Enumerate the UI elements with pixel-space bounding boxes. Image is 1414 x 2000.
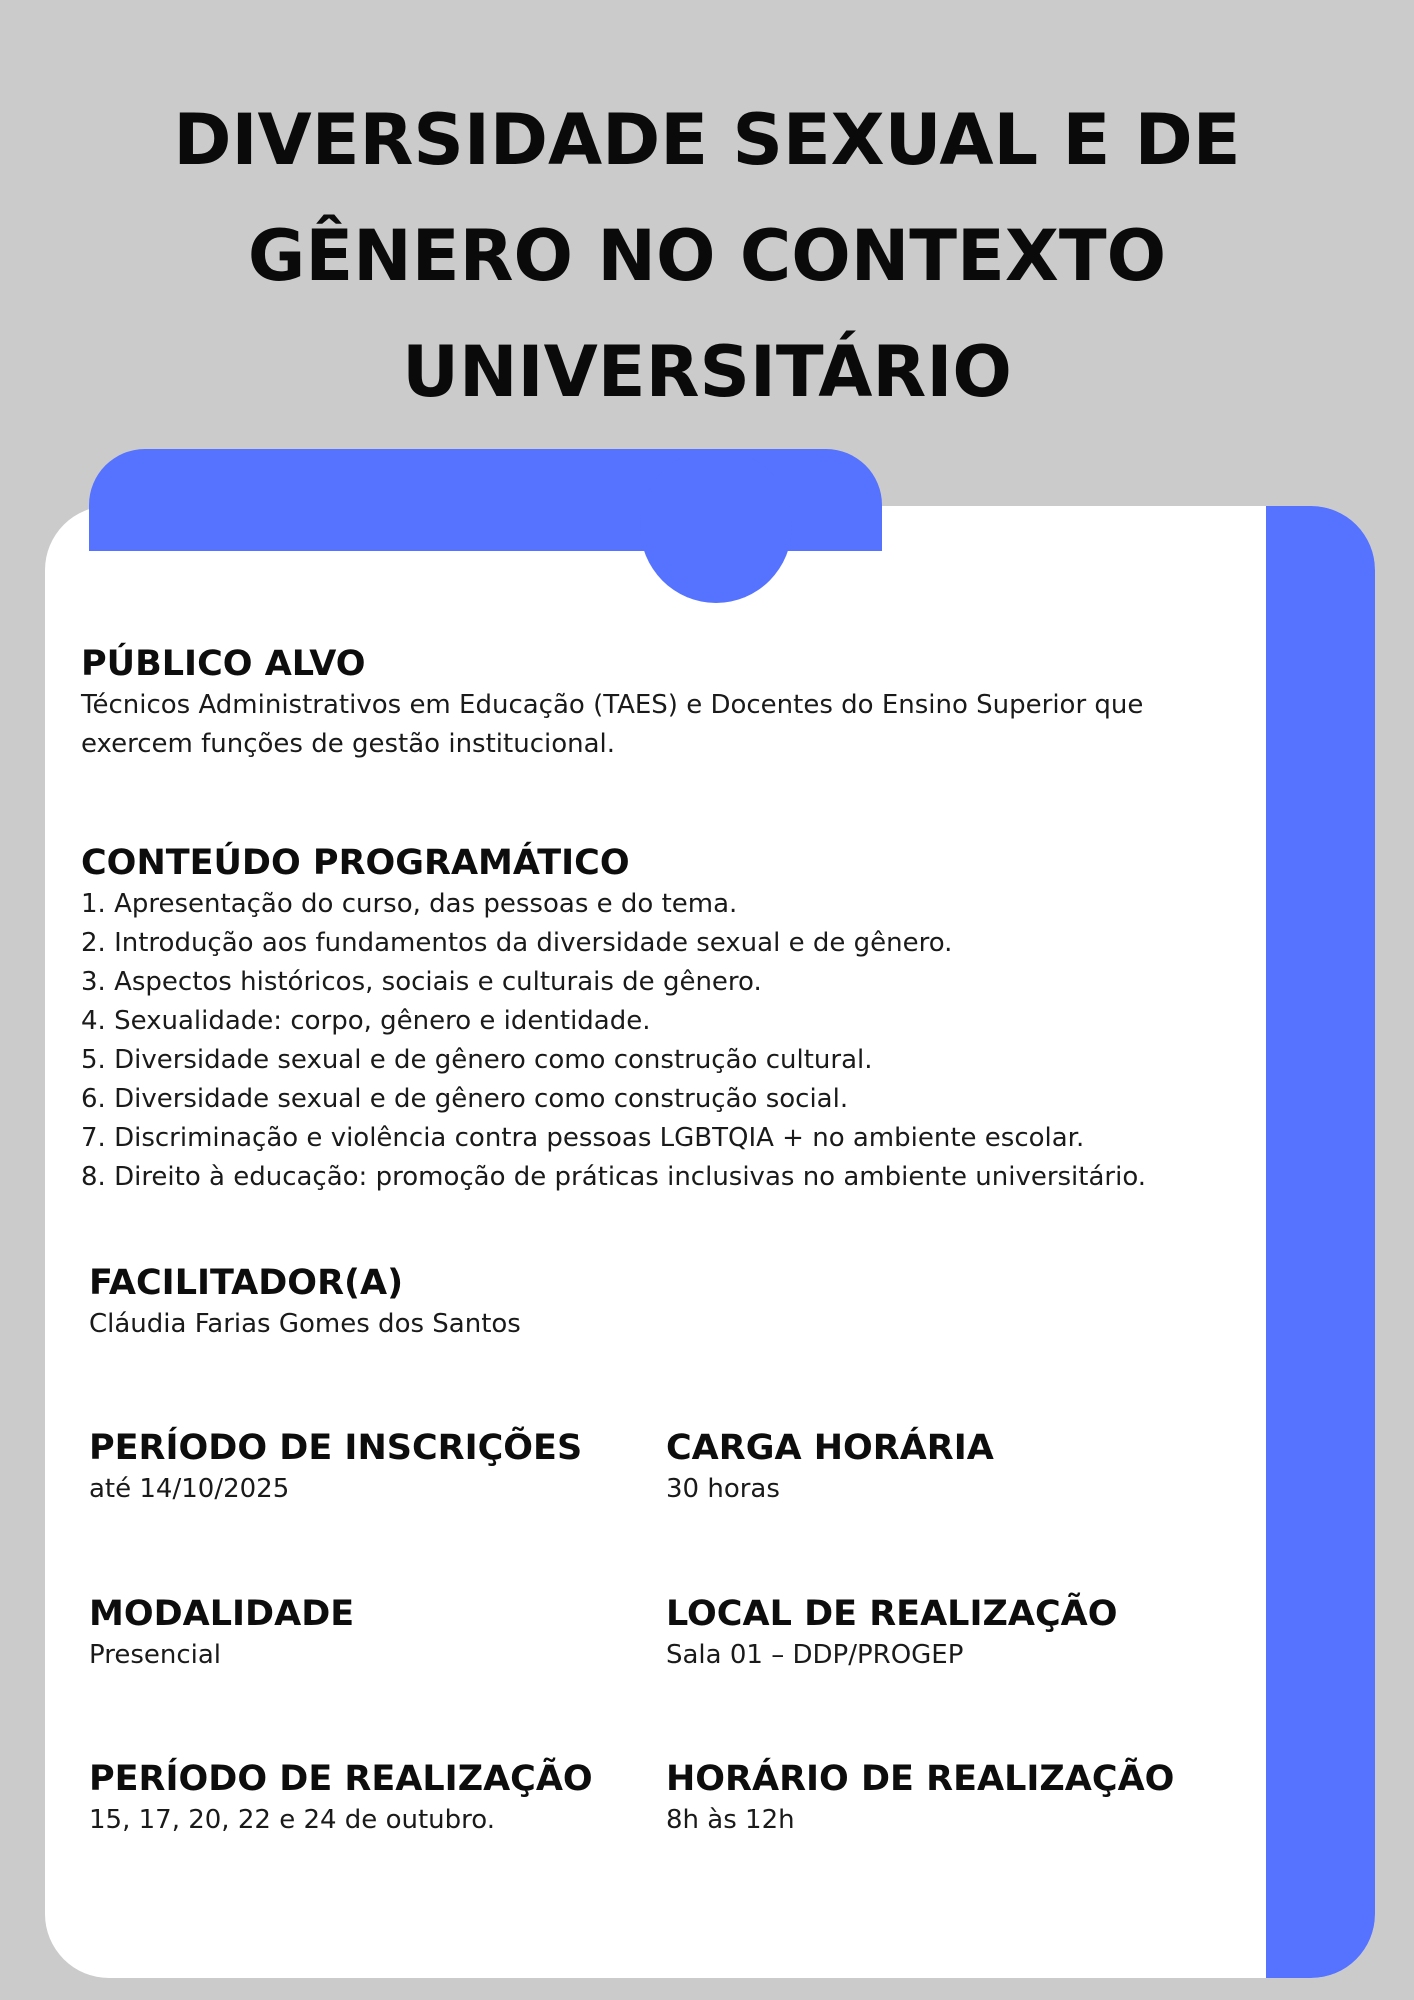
local-text: Sala 01 – DDP/PROGEP xyxy=(666,1640,964,1670)
local-heading: LOCAL DE REALIZAÇÃO xyxy=(666,1594,1118,1634)
section-carga-horaria xyxy=(666,1426,1246,1509)
title-line-1: DIVERSIDADE SEXUAL E DE xyxy=(173,99,1241,181)
publico-alvo-text: Técnicos Administrativos em Educação (TAES) e Docentes do Ensino Superior que exercem funções de gestão institucional. xyxy=(81,690,1144,759)
carga-horaria-heading: CARGA HORÁRIA xyxy=(666,1428,994,1468)
conteudo-heading: CONTEÚDO PROGRAMÁTICO xyxy=(81,843,630,883)
periodo-inscricoes-heading: PERÍODO DE INSCRIÇÕES xyxy=(89,1428,583,1468)
modalidade-text: Presencial xyxy=(89,1640,222,1670)
conteudo-item: 2. Introdução aos fundamentos da diversidade sexual e de gênero. xyxy=(81,928,953,958)
conteudo-item: 3. Aspectos históricos, sociais e culturais de gênero. xyxy=(81,967,762,997)
publico-alvo-heading: PÚBLICO ALVO xyxy=(81,644,366,684)
section-publico-alvo xyxy=(81,642,1221,764)
periodo-realizacao-text: 15, 17, 20, 22 e 24 de outubro. xyxy=(89,1805,495,1835)
conteudo-item: 1. Apresentação do curso, das pessoas e do tema. xyxy=(81,889,738,919)
periodo-inscricoes-text: até 14/10/2025 xyxy=(89,1474,290,1504)
section-periodo-inscricoes xyxy=(89,1426,649,1509)
accent-tab-circle xyxy=(640,449,792,603)
section-conteudo-programatico xyxy=(81,841,1241,1197)
facilitador-heading: FACILITADOR(A) xyxy=(89,1263,404,1303)
section-modalidade xyxy=(89,1592,649,1675)
modalidade-heading: MODALIDADE xyxy=(89,1594,355,1634)
conteudo-item: 8. Direito à educação: promoção de práticas inclusivas no ambiente universitário. xyxy=(81,1162,1147,1192)
periodo-realizacao-heading: PERÍODO DE REALIZAÇÃO xyxy=(89,1759,593,1799)
accent-side-bar xyxy=(1266,506,1375,1978)
section-horario-realizacao xyxy=(666,1757,1246,1840)
page-title xyxy=(60,82,1354,430)
carga-horaria-text: 30 horas xyxy=(666,1474,780,1504)
section-periodo-realizacao xyxy=(89,1757,649,1840)
facilitador-text: Cláudia Farias Gomes dos Santos xyxy=(89,1309,521,1339)
section-facilitador xyxy=(89,1261,649,1344)
conteudo-list xyxy=(81,885,1241,1197)
conteudo-item: 4. Sexualidade: corpo, gênero e identidade. xyxy=(81,1006,651,1036)
horario-heading: HORÁRIO DE REALIZAÇÃO xyxy=(666,1759,1175,1799)
conteudo-item: 7. Discriminação e violência contra pessoas LGBTQIA + no ambiente escolar. xyxy=(81,1123,1085,1153)
title-line-2: GÊNERO NO CONTEXTO xyxy=(247,215,1167,297)
section-local-realizacao xyxy=(666,1592,1246,1675)
conteudo-item: 6. Diversidade sexual e de gênero como construção social. xyxy=(81,1084,849,1114)
title-line-3: UNIVERSITÁRIO xyxy=(402,331,1012,413)
conteudo-item: 5. Diversidade sexual e de gênero como construção cultural. xyxy=(81,1045,873,1075)
horario-text: 8h às 12h xyxy=(666,1805,795,1835)
